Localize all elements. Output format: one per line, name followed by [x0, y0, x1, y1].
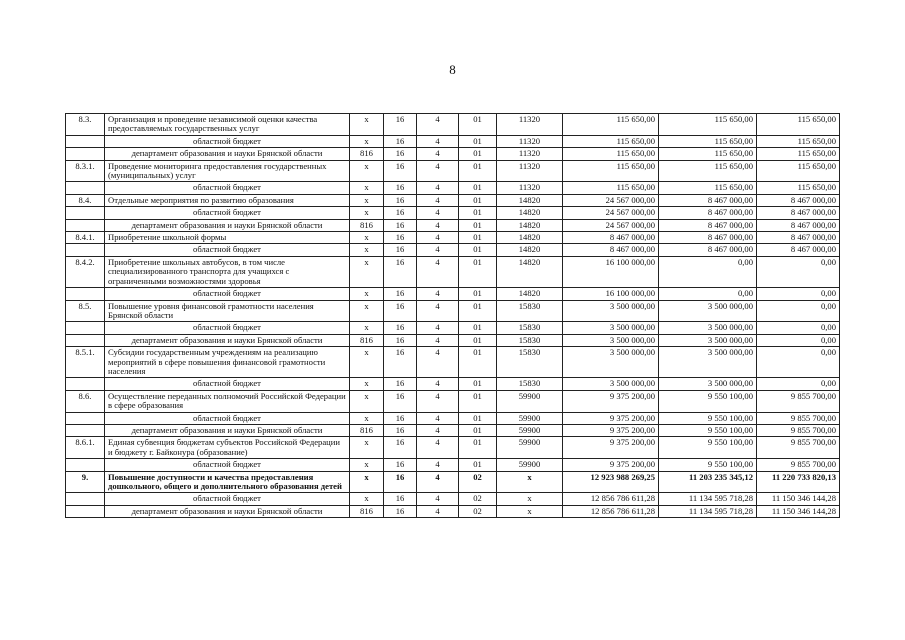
amount-cell-year2: 3 500 000,00 [659, 334, 757, 346]
table-row [66, 322, 840, 334]
code-cell-direction: 11320 [497, 182, 563, 194]
table-row [66, 378, 840, 390]
amount-cell-year3: 8 467 000,00 [757, 244, 840, 256]
code-cell-admin: x [350, 194, 384, 206]
code-cell-subprogram: 4 [417, 182, 459, 194]
code-cell-event: 01 [459, 347, 497, 378]
row-number-cell [66, 378, 105, 390]
row-number-cell [66, 334, 105, 346]
code-cell-admin: x [350, 300, 384, 322]
amount-cell-year2: 8 467 000,00 [659, 244, 757, 256]
code-cell-direction: 59900 [497, 412, 563, 424]
code-cell-event: 01 [459, 300, 497, 322]
code-cell-event: 01 [459, 207, 497, 219]
code-cell-program: 16 [384, 300, 417, 322]
code-cell-program: 16 [384, 412, 417, 424]
amount-cell-year3: 0,00 [757, 256, 840, 287]
row-number-cell [66, 135, 105, 147]
code-cell-direction: 11320 [497, 160, 563, 182]
amount-cell-year1: 8 467 000,00 [563, 244, 659, 256]
code-cell-program: 16 [384, 424, 417, 436]
amount-cell-year3: 0,00 [757, 378, 840, 390]
row-name-cell: Повышение доступности и качества предоставления дошкольного, общего и дополнительного образования детей [105, 471, 350, 493]
code-cell-admin: x [350, 459, 384, 471]
code-cell-direction: 14820 [497, 219, 563, 231]
code-cell-direction: 59900 [497, 437, 563, 459]
code-cell-admin: x [350, 114, 384, 136]
code-cell-admin: 816 [350, 334, 384, 346]
table-row [66, 437, 840, 459]
code-cell-admin: x [350, 412, 384, 424]
row-number-cell: 8.6. [66, 390, 105, 412]
amount-cell-year3: 9 855 700,00 [757, 459, 840, 471]
row-name-cell: Отдельные мероприятия по развитию образования [105, 194, 350, 206]
amount-cell-year1: 3 500 000,00 [563, 334, 659, 346]
amount-cell-year1: 115 650,00 [563, 182, 659, 194]
code-cell-subprogram: 4 [417, 424, 459, 436]
row-number-cell: 8.5.1. [66, 347, 105, 378]
code-cell-program: 16 [384, 135, 417, 147]
code-cell-subprogram: 4 [417, 244, 459, 256]
row-number-cell: 8.3.1. [66, 160, 105, 182]
row-name-cell: областной бюджет [105, 493, 350, 505]
code-cell-admin: x [350, 244, 384, 256]
amount-cell-year2: 115 650,00 [659, 114, 757, 136]
code-cell-direction: 14820 [497, 207, 563, 219]
code-cell-event: 01 [459, 412, 497, 424]
row-name-cell: областной бюджет [105, 207, 350, 219]
code-cell-subprogram: 4 [417, 256, 459, 287]
code-cell-admin: x [350, 471, 384, 493]
code-cell-program: 16 [384, 219, 417, 231]
code-cell-direction: 14820 [497, 256, 563, 287]
code-cell-admin: x [350, 322, 384, 334]
code-cell-program: 16 [384, 232, 417, 244]
code-cell-subprogram: 4 [417, 459, 459, 471]
table-row [66, 219, 840, 231]
amount-cell-year1: 16 100 000,00 [563, 288, 659, 300]
amount-cell-year1: 24 567 000,00 [563, 219, 659, 231]
code-cell-program: 16 [384, 244, 417, 256]
row-name-cell: Субсидии государственным учреждениям на реализацию мероприятий в сфере повышения финансовой грамотности населения [105, 347, 350, 378]
row-name-cell: Единая субвенция бюджетам субъектов Российской Федерации и бюджету г. Байконура (образование) [105, 437, 350, 459]
table-row [66, 390, 840, 412]
row-number-cell [66, 424, 105, 436]
amount-cell-year1: 9 375 200,00 [563, 459, 659, 471]
code-cell-admin: 816 [350, 148, 384, 160]
code-cell-program: 16 [384, 459, 417, 471]
amount-cell-year3: 115 650,00 [757, 135, 840, 147]
code-cell-admin: 816 [350, 505, 384, 517]
code-cell-program: 16 [384, 390, 417, 412]
table-row [66, 244, 840, 256]
amount-cell-year1: 12 923 988 269,25 [563, 471, 659, 493]
code-cell-program: 16 [384, 288, 417, 300]
amount-cell-year2: 9 550 100,00 [659, 390, 757, 412]
code-cell-direction: 11320 [497, 135, 563, 147]
amount-cell-year1: 24 567 000,00 [563, 207, 659, 219]
code-cell-admin: x [350, 232, 384, 244]
code-cell-admin: x [350, 288, 384, 300]
code-cell-program: 16 [384, 322, 417, 334]
row-name-cell: департамент образования и науки Брянской области [105, 334, 350, 346]
code-cell-direction: x [497, 493, 563, 505]
code-cell-subprogram: 4 [417, 160, 459, 182]
amount-cell-year2: 115 650,00 [659, 182, 757, 194]
code-cell-program: 16 [384, 493, 417, 505]
table-row [66, 288, 840, 300]
row-number-cell [66, 182, 105, 194]
code-cell-subprogram: 4 [417, 135, 459, 147]
amount-cell-year3: 0,00 [757, 288, 840, 300]
code-cell-direction: 15830 [497, 322, 563, 334]
code-cell-admin: x [350, 135, 384, 147]
code-cell-subprogram: 4 [417, 322, 459, 334]
code-cell-admin: x [350, 160, 384, 182]
amount-cell-year3: 115 650,00 [757, 148, 840, 160]
row-number-cell [66, 412, 105, 424]
row-number-cell [66, 207, 105, 219]
code-cell-subprogram: 4 [417, 412, 459, 424]
amount-cell-year1: 16 100 000,00 [563, 256, 659, 287]
code-cell-program: 16 [384, 148, 417, 160]
row-name-cell: департамент образования и науки Брянской области [105, 148, 350, 160]
code-cell-admin: x [350, 437, 384, 459]
code-cell-program: 16 [384, 505, 417, 517]
amount-cell-year3: 0,00 [757, 347, 840, 378]
code-cell-event: 01 [459, 182, 497, 194]
row-number-cell [66, 219, 105, 231]
row-name-cell: областной бюджет [105, 322, 350, 334]
amount-cell-year3: 11 220 733 820,13 [757, 471, 840, 493]
code-cell-subprogram: 4 [417, 288, 459, 300]
row-number-cell: 8.4.2. [66, 256, 105, 287]
code-cell-event: 01 [459, 437, 497, 459]
code-cell-event: 01 [459, 378, 497, 390]
code-cell-program: 16 [384, 334, 417, 346]
table-row [66, 135, 840, 147]
amount-cell-year2: 0,00 [659, 288, 757, 300]
code-cell-direction: 59900 [497, 424, 563, 436]
amount-cell-year3: 11 150 346 144,28 [757, 493, 840, 505]
amount-cell-year1: 8 467 000,00 [563, 232, 659, 244]
amount-cell-year1: 24 567 000,00 [563, 194, 659, 206]
code-cell-direction: 14820 [497, 232, 563, 244]
amount-cell-year3: 115 650,00 [757, 182, 840, 194]
code-cell-program: 16 [384, 471, 417, 493]
table-row [66, 493, 840, 505]
amount-cell-year2: 11 203 235 345,12 [659, 471, 757, 493]
code-cell-admin: x [350, 256, 384, 287]
amount-cell-year2: 115 650,00 [659, 160, 757, 182]
row-name-cell: департамент образования и науки Брянской области [105, 505, 350, 517]
code-cell-direction: 14820 [497, 194, 563, 206]
amount-cell-year1: 115 650,00 [563, 135, 659, 147]
amount-cell-year3: 8 467 000,00 [757, 232, 840, 244]
amount-cell-year2: 3 500 000,00 [659, 378, 757, 390]
table-row [66, 207, 840, 219]
row-name-cell: областной бюджет [105, 244, 350, 256]
amount-cell-year3: 0,00 [757, 300, 840, 322]
code-cell-program: 16 [384, 160, 417, 182]
code-cell-event: 02 [459, 505, 497, 517]
code-cell-admin: x [350, 493, 384, 505]
row-number-cell [66, 505, 105, 517]
code-cell-program: 16 [384, 256, 417, 287]
row-number-cell: 8.4.1. [66, 232, 105, 244]
code-cell-program: 16 [384, 378, 417, 390]
amount-cell-year3: 0,00 [757, 334, 840, 346]
row-name-cell: областной бюджет [105, 412, 350, 424]
amount-cell-year3: 115 650,00 [757, 114, 840, 136]
code-cell-event: 02 [459, 493, 497, 505]
code-cell-subprogram: 4 [417, 194, 459, 206]
amount-cell-year3: 8 467 000,00 [757, 219, 840, 231]
table-row [66, 182, 840, 194]
amount-cell-year3: 0,00 [757, 322, 840, 334]
table-row [66, 232, 840, 244]
row-number-cell: 9. [66, 471, 105, 493]
table-body [66, 114, 840, 518]
code-cell-direction: 15830 [497, 334, 563, 346]
code-cell-direction: 14820 [497, 244, 563, 256]
amount-cell-year3: 9 855 700,00 [757, 437, 840, 459]
code-cell-subprogram: 4 [417, 493, 459, 505]
code-cell-subprogram: 4 [417, 334, 459, 346]
code-cell-direction: 14820 [497, 288, 563, 300]
row-number-cell: 8.4. [66, 194, 105, 206]
row-number-cell [66, 322, 105, 334]
amount-cell-year2: 115 650,00 [659, 135, 757, 147]
budget-table [65, 113, 840, 518]
code-cell-direction: 15830 [497, 300, 563, 322]
table-row [66, 459, 840, 471]
code-cell-direction: 59900 [497, 390, 563, 412]
amount-cell-year1: 115 650,00 [563, 114, 659, 136]
row-name-cell: областной бюджет [105, 288, 350, 300]
code-cell-program: 16 [384, 347, 417, 378]
table-row [66, 300, 840, 322]
code-cell-event: 01 [459, 135, 497, 147]
code-cell-subprogram: 4 [417, 378, 459, 390]
code-cell-direction: 11320 [497, 114, 563, 136]
code-cell-event: 01 [459, 334, 497, 346]
table-row [66, 505, 840, 517]
table-row [66, 256, 840, 287]
amount-cell-year2: 8 467 000,00 [659, 232, 757, 244]
row-number-cell [66, 493, 105, 505]
row-name-cell: Приобретение школьной формы [105, 232, 350, 244]
row-number-cell: 8.5. [66, 300, 105, 322]
table-row [66, 194, 840, 206]
code-cell-admin: x [350, 390, 384, 412]
amount-cell-year1: 115 650,00 [563, 148, 659, 160]
amount-cell-year3: 115 650,00 [757, 160, 840, 182]
code-cell-event: 01 [459, 256, 497, 287]
code-cell-admin: 816 [350, 424, 384, 436]
code-cell-event: 01 [459, 148, 497, 160]
code-cell-direction: x [497, 505, 563, 517]
code-cell-subprogram: 4 [417, 219, 459, 231]
row-name-cell: департамент образования и науки Брянской области [105, 219, 350, 231]
row-name-cell: областной бюджет [105, 459, 350, 471]
code-cell-direction: 15830 [497, 347, 563, 378]
code-cell-event: 01 [459, 459, 497, 471]
row-name-cell: департамент образования и науки Брянской области [105, 424, 350, 436]
table-row [66, 148, 840, 160]
code-cell-subprogram: 4 [417, 300, 459, 322]
code-cell-program: 16 [384, 114, 417, 136]
table-row [66, 114, 840, 136]
code-cell-event: 01 [459, 390, 497, 412]
amount-cell-year1: 9 375 200,00 [563, 424, 659, 436]
amount-cell-year2: 8 467 000,00 [659, 194, 757, 206]
code-cell-event: 01 [459, 194, 497, 206]
code-cell-subprogram: 4 [417, 471, 459, 493]
amount-cell-year1: 9 375 200,00 [563, 412, 659, 424]
row-name-cell: Повышение уровня финансовой грамотности населения Брянской области [105, 300, 350, 322]
code-cell-event: 01 [459, 114, 497, 136]
amount-cell-year2: 3 500 000,00 [659, 322, 757, 334]
code-cell-program: 16 [384, 207, 417, 219]
code-cell-subprogram: 4 [417, 114, 459, 136]
code-cell-subprogram: 4 [417, 505, 459, 517]
code-cell-event: 01 [459, 219, 497, 231]
row-name-cell: областной бюджет [105, 182, 350, 194]
table-row [66, 347, 840, 378]
table-row [66, 334, 840, 346]
amount-cell-year1: 115 650,00 [563, 160, 659, 182]
row-name-cell: Осуществление переданных полномочий Российской Федерации в сфере образования [105, 390, 350, 412]
code-cell-direction: 59900 [497, 459, 563, 471]
amount-cell-year1: 3 500 000,00 [563, 347, 659, 378]
amount-cell-year2: 3 500 000,00 [659, 347, 757, 378]
code-cell-admin: x [350, 378, 384, 390]
amount-cell-year2: 8 467 000,00 [659, 207, 757, 219]
row-name-cell: Проведение мониторинга предоставления государственных (муниципальных) услуг [105, 160, 350, 182]
table-row [66, 160, 840, 182]
row-number-cell [66, 148, 105, 160]
code-cell-subprogram: 4 [417, 232, 459, 244]
code-cell-event: 01 [459, 160, 497, 182]
row-name-cell: областной бюджет [105, 378, 350, 390]
amount-cell-year3: 9 855 700,00 [757, 390, 840, 412]
code-cell-admin: x [350, 347, 384, 378]
amount-cell-year3: 9 855 700,00 [757, 424, 840, 436]
amount-cell-year1: 12 856 786 611,28 [563, 505, 659, 517]
code-cell-program: 16 [384, 437, 417, 459]
amount-cell-year2: 9 550 100,00 [659, 459, 757, 471]
amount-cell-year1: 3 500 000,00 [563, 378, 659, 390]
amount-cell-year3: 8 467 000,00 [757, 207, 840, 219]
code-cell-direction: 15830 [497, 378, 563, 390]
row-number-cell: 8.6.1. [66, 437, 105, 459]
row-number-cell [66, 244, 105, 256]
amount-cell-year2: 8 467 000,00 [659, 219, 757, 231]
table-row [66, 424, 840, 436]
page-number: 8 [449, 62, 456, 77]
code-cell-program: 16 [384, 194, 417, 206]
table-row [66, 471, 840, 493]
row-name-cell: Организация и проведение независимой оценки качества предоставляемых государственных услуг [105, 114, 350, 136]
amount-cell-year2: 9 550 100,00 [659, 437, 757, 459]
code-cell-admin: x [350, 182, 384, 194]
code-cell-direction: 11320 [497, 148, 563, 160]
code-cell-subprogram: 4 [417, 437, 459, 459]
code-cell-event: 01 [459, 244, 497, 256]
code-cell-event: 01 [459, 424, 497, 436]
code-cell-admin: x [350, 207, 384, 219]
amount-cell-year1: 12 856 786 611,28 [563, 493, 659, 505]
amount-cell-year1: 3 500 000,00 [563, 322, 659, 334]
code-cell-event: 02 [459, 471, 497, 493]
amount-cell-year2: 0,00 [659, 256, 757, 287]
amount-cell-year2: 9 550 100,00 [659, 424, 757, 436]
row-number-cell [66, 288, 105, 300]
amount-cell-year1: 9 375 200,00 [563, 390, 659, 412]
amount-cell-year3: 8 467 000,00 [757, 194, 840, 206]
code-cell-subprogram: 4 [417, 347, 459, 378]
amount-cell-year2: 115 650,00 [659, 148, 757, 160]
amount-cell-year2: 3 500 000,00 [659, 300, 757, 322]
code-cell-subprogram: 4 [417, 148, 459, 160]
table-row [66, 412, 840, 424]
amount-cell-year1: 9 375 200,00 [563, 437, 659, 459]
code-cell-event: 01 [459, 322, 497, 334]
amount-cell-year3: 9 855 700,00 [757, 412, 840, 424]
code-cell-direction: x [497, 471, 563, 493]
code-cell-event: 01 [459, 288, 497, 300]
amount-cell-year1: 3 500 000,00 [563, 300, 659, 322]
code-cell-admin: 816 [350, 219, 384, 231]
amount-cell-year2: 11 134 595 718,28 [659, 505, 757, 517]
code-cell-subprogram: 4 [417, 207, 459, 219]
row-name-cell: областной бюджет [105, 135, 350, 147]
amount-cell-year2: 9 550 100,00 [659, 412, 757, 424]
code-cell-subprogram: 4 [417, 390, 459, 412]
code-cell-program: 16 [384, 182, 417, 194]
row-name-cell: Приобретение школьных автобусов, в том числе специализированного транспорта для учащихся с ограниченными возможностями здоровья [105, 256, 350, 287]
amount-cell-year3: 11 150 346 144,28 [757, 505, 840, 517]
row-number-cell [66, 459, 105, 471]
row-number-cell: 8.3. [66, 114, 105, 136]
amount-cell-year2: 11 134 595 718,28 [659, 493, 757, 505]
code-cell-event: 01 [459, 232, 497, 244]
